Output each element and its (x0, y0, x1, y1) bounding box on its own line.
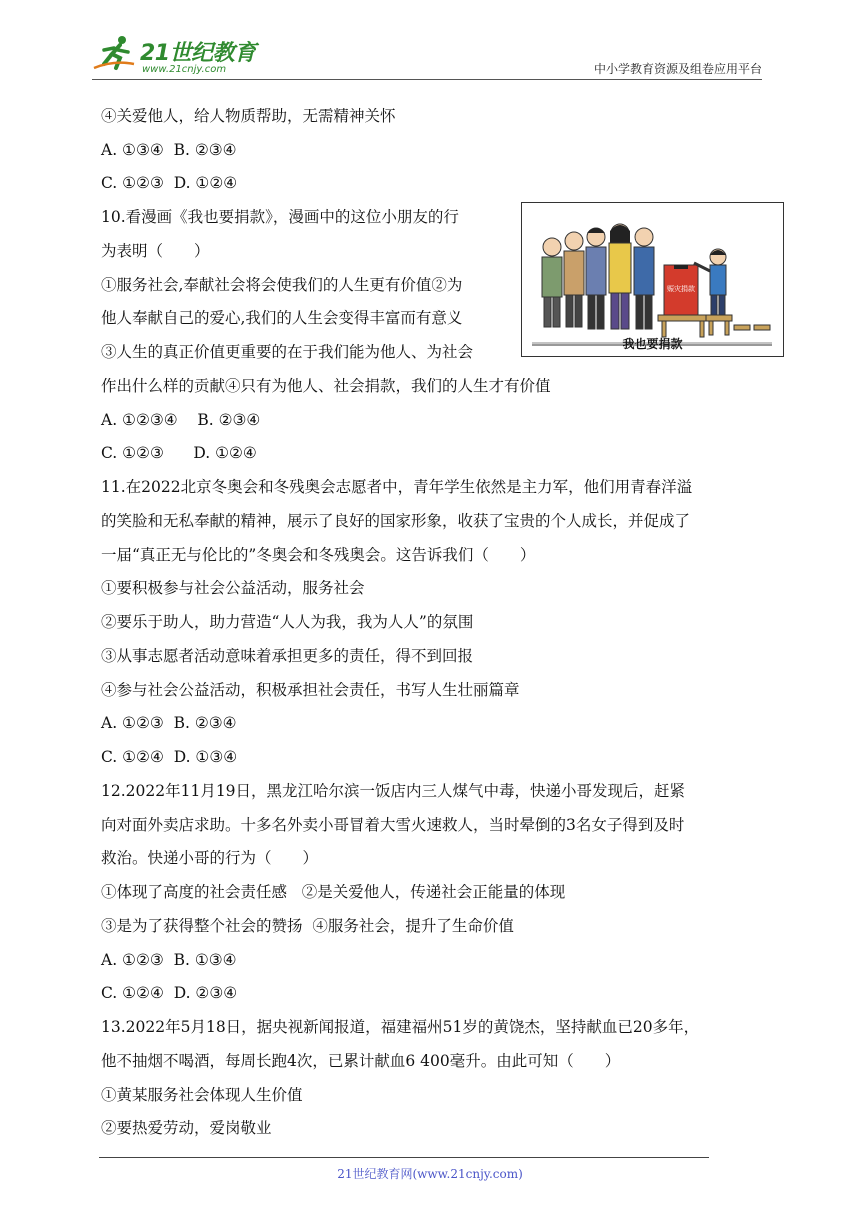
text-line: C. ①②④ D. ①③④ (101, 748, 238, 766)
runner-logo-icon (92, 34, 136, 74)
site-logo (92, 34, 262, 78)
text-line: 他人奉献自己的爱心,我们的人生会变得丰富而有意义 (101, 309, 463, 327)
text-line: A. ①②③ B. ①③④ (101, 951, 237, 969)
question-12-stem: 12.2022年11月19日，黑龙江哈尔滨一饭店内三人煤气中毒，快递小哥发现后，赶紧 (101, 782, 686, 800)
question-13-stem: 他不抽烟不喝酒，每周长跑4次，已累计献血6 400毫升。由此可知（ ） (101, 1052, 621, 1070)
text-line: ④关爱他人，给人物质帮助，无需精神关怀 (101, 107, 396, 125)
page-header (92, 28, 762, 80)
text-line: ③人生的真正价值更重要的在于我们能为他人、为社会 (101, 343, 474, 361)
logo-text: 21世纪教育 (140, 41, 256, 66)
text-line: ①要积极参与社会公益活动，服务社会 (101, 579, 365, 597)
text-line: 作出什么样的贡献④只有为他人、社会捐款，我们的人生才有价值 (101, 377, 551, 395)
text-line: A. ①②③④ B. ②③④ (101, 411, 261, 429)
text-line: ④参与社会公益活动，积极承担社会责任，书写人生壮丽篇章 (101, 681, 520, 699)
text-line: ②要热爱劳动，爱岗敬业 (101, 1119, 272, 1137)
question-11-stem: 11.在2022北京冬奥会和冬残奥会志愿者中，青年学生依然是主力军，他们用青春洋溢 (101, 478, 693, 496)
question-10-stem: 为表明（ ） (101, 242, 210, 260)
text-line: A. ①②③ B. ②③④ (101, 714, 237, 732)
text-line: C. ①②③ D. ①②④ (101, 444, 257, 462)
logo-url: www.21cnjy.com (142, 64, 227, 75)
figure-caption: 我也要捐款 (622, 337, 683, 351)
footer-divider (99, 1157, 709, 1158)
cartoon-figure (521, 202, 784, 357)
text-line: ①服务社会,奉献社会将会使我们的人生更有价值②为 (101, 276, 463, 294)
question-11-stem: 一届“真正无与伦比的”冬奥会和冬残奥会。这告诉我们（ ） (101, 546, 536, 564)
question-12-stem: 向对面外卖店求助。十多名外卖小哥冒着大雪火速救人，当时晕倒的3名女子得到及时 (101, 816, 685, 834)
question-11-stem: 的笑脸和无私奉献的精神，展示了良好的国家形象，收获了宝贵的个人成长，并促成了 (101, 512, 691, 530)
donation-box-label: 赈灾捐款 (667, 285, 695, 293)
question-10-stem: 10.看漫画《我也要捐款》，漫画中的这位小朋友的行 (101, 208, 459, 226)
text-line: ③从事志愿者活动意味着承担更多的责任，得不到回报 (101, 647, 474, 665)
donation-cartoon-illustration (522, 203, 783, 356)
text-line: ①体现了高度的社会责任感 ②是关爱他人，传递社会正能量的体现 (101, 883, 566, 901)
question-12-stem: 救治。快递小哥的行为（ ） (101, 849, 319, 867)
footer-text[interactable]: 21世纪教育网(www.21cnjy.com) (337, 1167, 523, 1181)
text-line: C. ①②④ D. ②③④ (101, 984, 238, 1002)
platform-title: 中小学教育资源及组卷应用平台 (593, 62, 762, 76)
text-line: ③是为了获得整个社会的赞扬 ④服务社会，提升了生命价值 (101, 917, 514, 935)
text-line: C. ①②③ D. ①②④ (101, 174, 238, 192)
text-line: ①黄某服务社会体现人生价值 (101, 1086, 303, 1104)
header-divider (92, 79, 762, 80)
text-line: ②要乐于助人，助力营造“人人为我，我为人人”的氛围 (101, 613, 474, 631)
text-line: A. ①③④ B. ②③④ (101, 141, 237, 159)
question-13-stem: 13.2022年5月18日，据央视新闻报道，福建福州51岁的黄饶杰，坚持献血已20多年， (101, 1018, 700, 1036)
